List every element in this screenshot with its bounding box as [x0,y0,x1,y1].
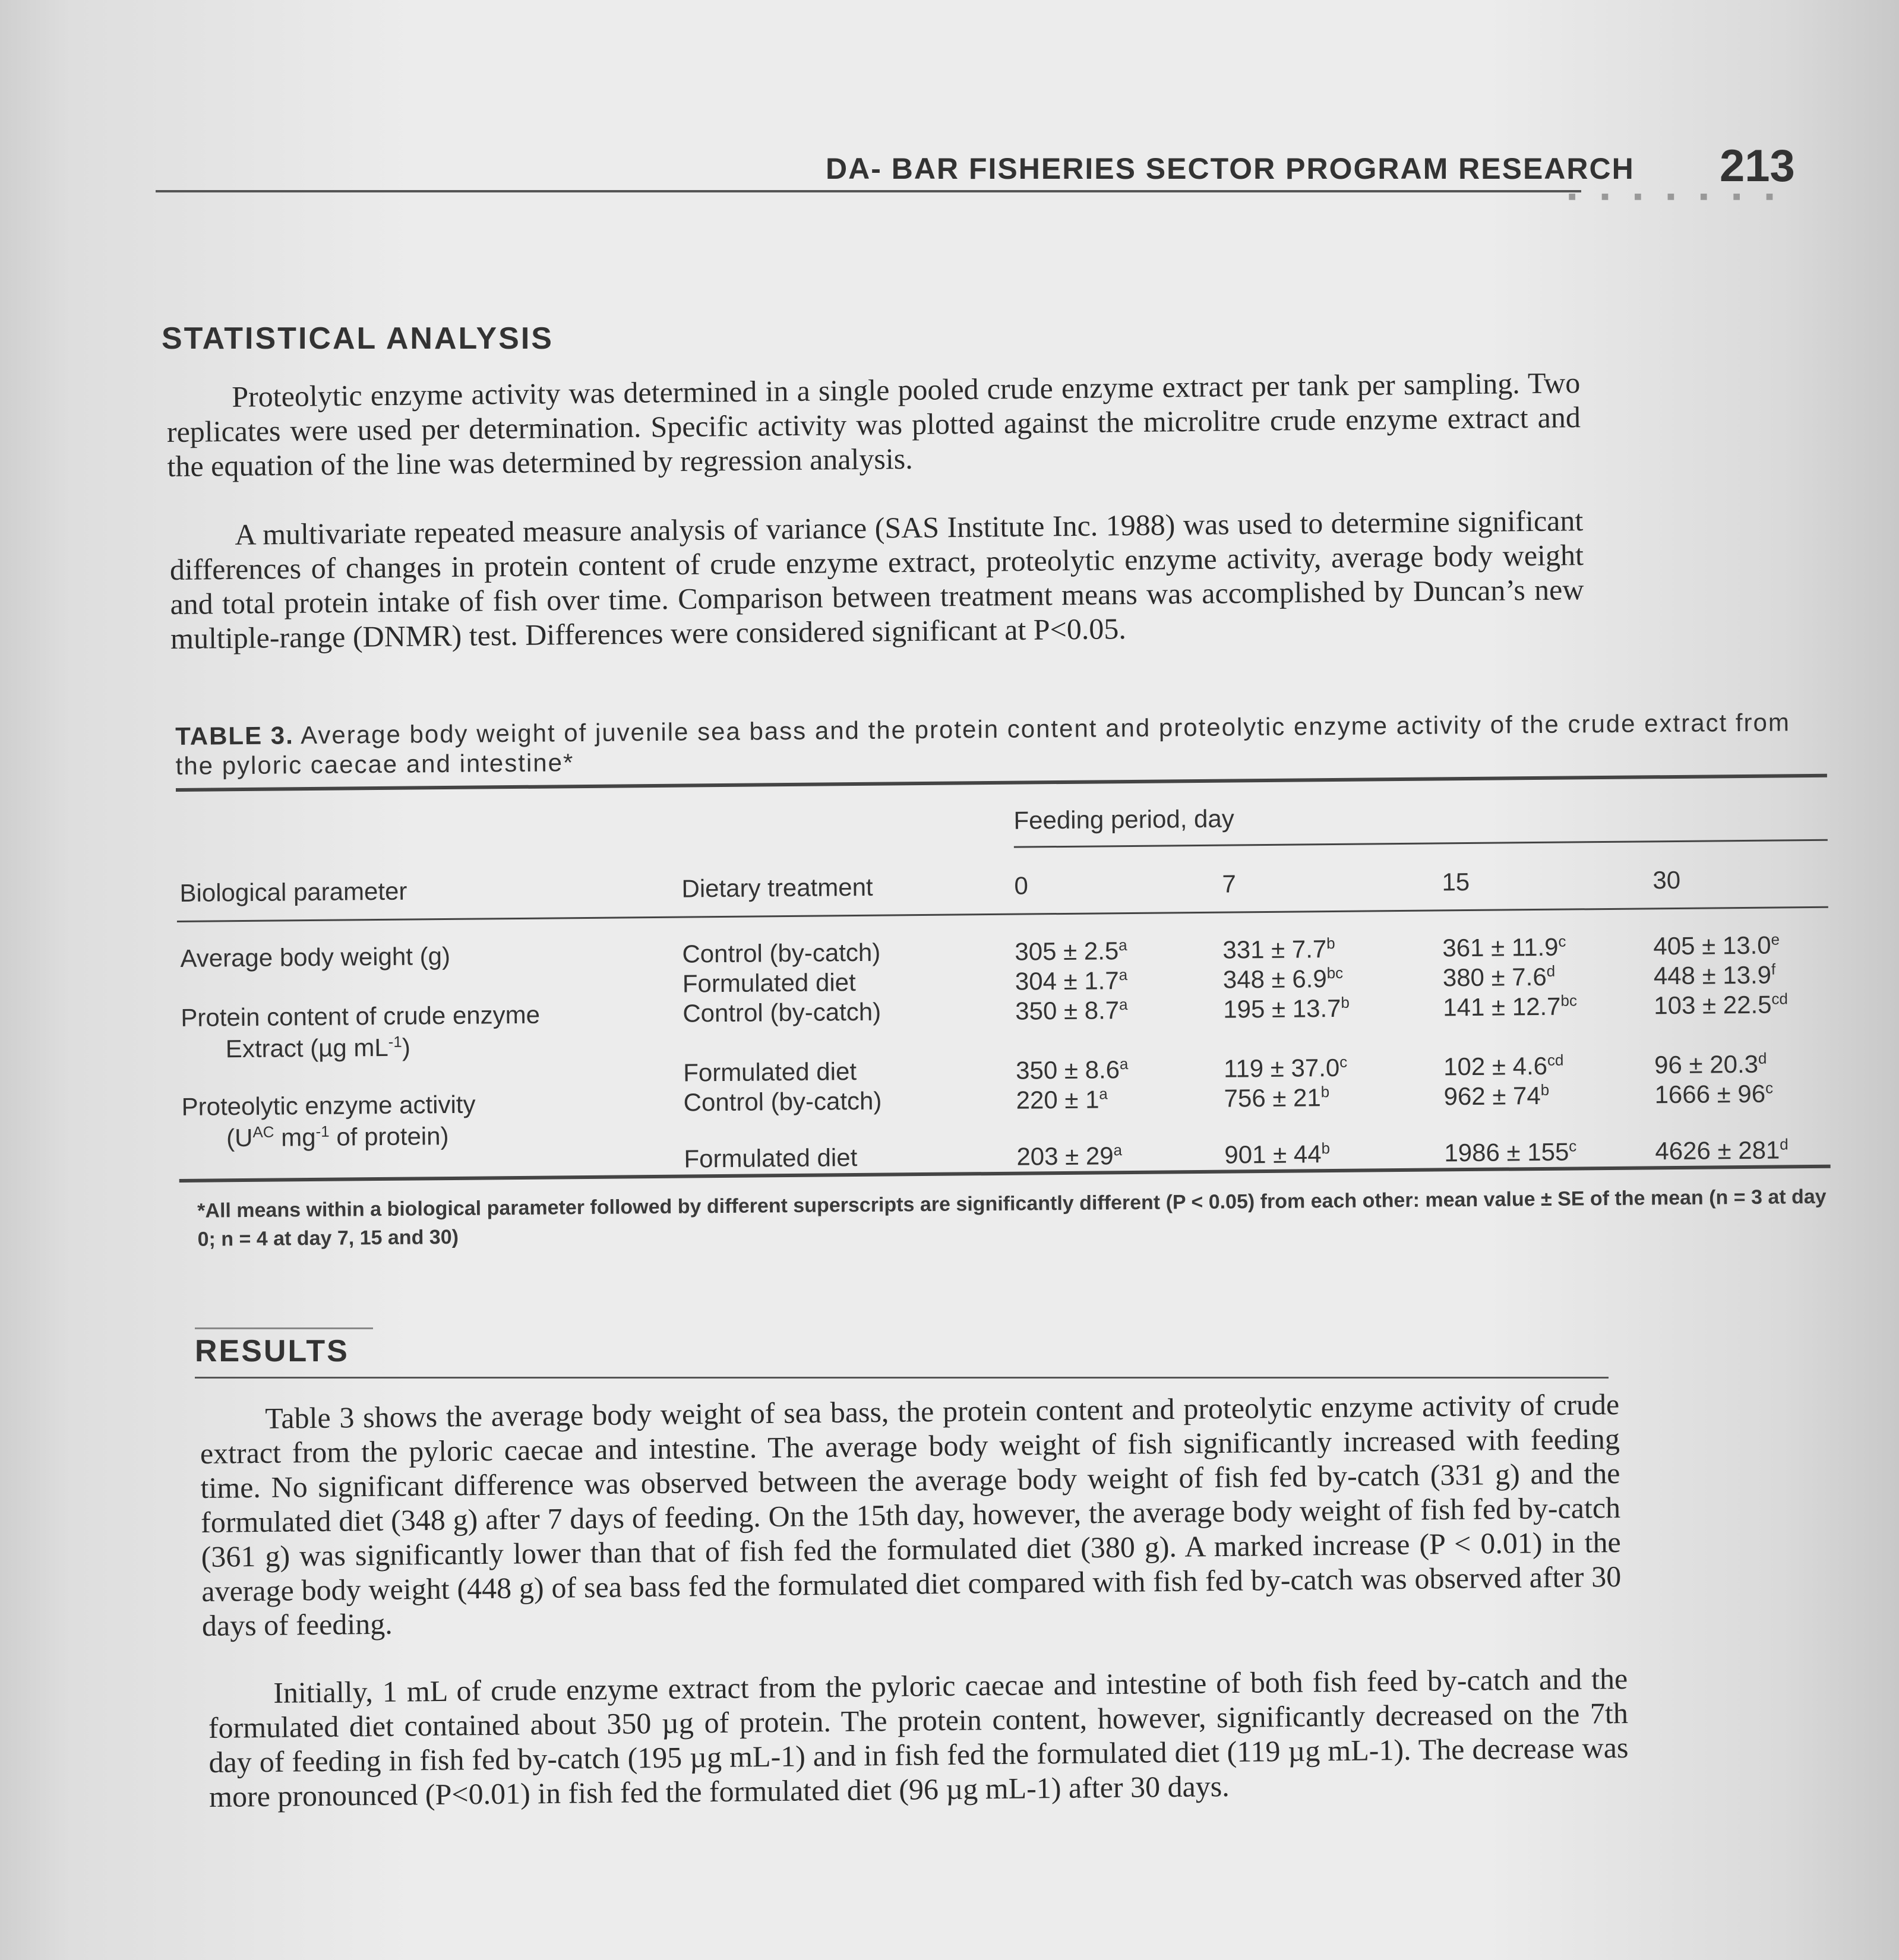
header-rule [156,190,1581,192]
value-cell: 361 ± 11.9$^c$ [1442,932,1566,962]
dietary-treatment-cell: Control (by-catch) [682,997,881,1028]
results-heading: RESULTS [195,1334,349,1368]
value-cell: 448 ± 13.9$^f$ [1653,960,1776,990]
table-caption [175,707,1827,781]
value-cell: $901 \pm 44^b$ [1224,1139,1331,1169]
value-cell: 141 ± 12.7$^{bc}$ [1443,991,1578,1022]
page-number: 213 [1720,141,1795,191]
column-header-day-0: 0 [1014,871,1029,900]
column-header-day-30: 30 [1652,865,1681,894]
value-cell: 96 ± 20.3$^d$ [1654,1049,1767,1079]
value-cell: $220 \pm 1^a$ [1016,1085,1108,1114]
value-cell: 304 ± 1.7$^a$ [1015,966,1128,995]
statistical-analysis-paragraph-2: A multivariate repeated measure analysis of variance (SAS Institute Inc. 1988) was used to determine significant differences of changes in protein content of crude enzyme extract, proteolytic enzyme activity, average body weight and total protein intake of fish over time. Comparison between treatment means was accomplished by Duncan’s new multiple-range (DNMR) test. Differences were considered significant at P<0.05. [169,504,1584,655]
table-footnote: *All means within a biological parameter followed by different superscripts are significantly different (P < 0.05) from each other: mean value ± SE of the mean (n = 3 at day 0; n = 4 at day 7, 15 and 30) [197,1185,1827,1251]
table-caption-text: Average body weight of juvenile sea bass and the protein content and proteolytic enzyme activity of the crude extract from the pyloric caecae and intestine* [175,708,1791,780]
statistical-analysis-paragraph-1: Proteolytic enzyme activity was determined in a single pooled crude enzyme extract per tank per sampling. Two replicates were used per determination. Specific activity was plotted against the microlitre crude enzyme extract and the equation of the line was determined by regression analysis. [166,366,1581,483]
value-cell: $4626 \pm 281^d$ [1655,1135,1789,1165]
value-cell: 350 ± 8.7$^a$ [1015,995,1128,1025]
header-bottom-rule [177,906,1828,922]
results-top-rule [195,1327,373,1329]
column-header-biological-parameter: Biological parameter [179,877,407,907]
column-header-day-15: 15 [1442,867,1470,896]
table-label: TABLE 3. [175,721,294,750]
column-header-day-7: 7 [1222,870,1237,898]
value-cell: 195 ± 13.7$^b$ [1223,993,1350,1023]
param-proteolytic-activity-line-1: Proteolytic enzyme activity [181,1090,476,1121]
running-header: DA- BAR FISHERIES SECTOR PROGRAM RESEARCH [826,152,1635,185]
value-cell: 348 ± 6.9$^{bc}$ [1222,963,1344,994]
param-proteolytic-activity-line-2: ($U^{AC}$ $mg^{-1}$ of protein) [226,1122,449,1152]
value-cell: 102 ± 4.6$^{cd}$ [1443,1051,1564,1081]
value-cell: $756 \pm 21^b$ [1224,1083,1330,1112]
param-protein-content-line-1: Protein content of crude enzyme [181,1000,541,1032]
results-paragraph-1: Table 3 shows the average body weight of sea bass, the protein content and proteolytic enzyme activity of crude extract from the pyloric caecae and intestine. The average body weight of fish significantly increased with feeding time. No significant difference was observed between the average body weight of fish fed by-catch (331 g) and the formulated diet (348 g) after 7 days of feeding. On the 15th day, however, the average body weight of fish fed by-catch (361 g) was significantly lower than that of fish fed the formulated diet (380 g). A marked increase (P < 0.01) in the average body weight (448 g) of sea bass fed the formulated diet compared with fish fed by-catch was observed after 30 days of feeding. [200,1387,1622,1642]
results-rule [195,1377,1609,1379]
value-cell: $203 \pm 29^a$ [1016,1141,1123,1171]
dietary-treatment-cell: Control (by-catch) [682,938,881,968]
dietary-treatment-cell: Control (by-catch) [683,1086,882,1117]
value-cell: 405 ± 13.0$^e$ [1653,930,1780,960]
value-cell: $1666 \pm 96^c$ [1654,1079,1774,1109]
param-average-body-weight: Average body weight (g) [180,941,451,972]
header-dots: ■ ■ ■ ■ ■ ■ ■ [1568,189,1784,204]
value-cell: 305 ± 2.5$^a$ [1015,936,1127,966]
feeding-period-header: Feeding period, day [1013,804,1234,834]
value-cell: $1986 \pm 155^c$ [1444,1137,1577,1167]
dietary-treatment-cell: Formulated diet [682,968,856,998]
value-cell: $962 \pm 74^b$ [1443,1080,1550,1111]
table-3 [175,707,1827,1251]
results-paragraph-2: Initially, 1 mL of crude enzyme extract from the pyloric caecae and intestine of both fish feed by-catch and the formulated diet contained about 350 µg of protein. The protein content, however, significantly decreased on the 7th day of feeding in fish fed by-catch (195 µg mL-1) and in fish fed the formulated diet (119 µg mL-1). The decrease was more pronounced (P<0.01) in fish fed the formulated diet (96 µg mL-1) after 30 days. [208,1661,1629,1813]
statistical-analysis-heading: STATISTICAL ANALYSIS [162,321,554,356]
column-header-dietary-treatment: Dietary treatment [681,872,873,903]
value-cell: 119 ± 37.0$^c$ [1223,1052,1348,1083]
value-cell: 331 ± 7.7$^b$ [1222,934,1335,964]
table-bottom-rule [179,1165,1831,1183]
feeding-period-rule [1014,839,1828,848]
value-cell: 103 ± 22.5$^{cd}$ [1654,990,1788,1020]
value-cell: 380 ± 7.6$^d$ [1442,962,1556,992]
value-cell: 350 ± 8.6$^a$ [1015,1055,1129,1085]
param-protein-content-line-2: Extract (µg $mL^{-1}$) [225,1032,411,1063]
dietary-treatment-cell: Formulated diet [682,1057,857,1087]
dietary-treatment-cell: Formulated diet [684,1143,858,1173]
